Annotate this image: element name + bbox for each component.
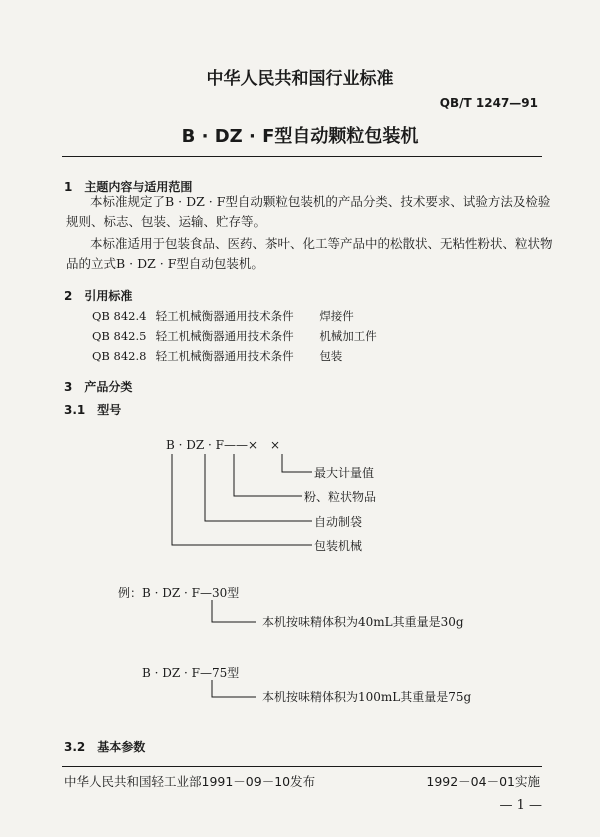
example-bracket-line [212, 600, 256, 622]
bracket-line [205, 454, 312, 521]
code-label-packaging-machine: 包装机械 [314, 539, 363, 553]
footer-rule [62, 766, 542, 767]
bracket-line [172, 454, 312, 545]
example-1-description: 本机按味精体积为40mL其重量是30g [262, 615, 464, 629]
bracket-line [234, 454, 302, 496]
page-number: — 1 — [499, 798, 542, 813]
effective-date: 1992－04－01实施 [426, 774, 540, 789]
standard-code: QB/T 1247—91 [439, 96, 538, 110]
standard-part: 焊接件 [319, 309, 354, 323]
standard-id: QB 842.5 [92, 329, 147, 343]
section-3-heading: 3 产品分类 [64, 380, 133, 394]
example-bracket-line [212, 680, 256, 697]
standard-part: 机械加工件 [319, 329, 377, 343]
section-2-heading: 2 引用标准 [64, 289, 133, 303]
example-2-code: B · DZ · F—75型 [142, 666, 240, 680]
section-1-paragraph-2: 本标准适用于包装食品、医药、茶叶、化工等产品中的松散状、无粘性粉状、粒状物品的立式B · DZ · F型自动包装机。 [66, 236, 553, 271]
standard-id: QB 842.8 [92, 349, 147, 363]
model-code: B · DZ · F——× × [166, 438, 281, 452]
code-label-max-measure: 最大计量值 [314, 466, 375, 480]
issuing-organization: 中华人民共和国行业标准 [206, 69, 394, 89]
example-1-code: 例：B · DZ · F—30型 [118, 586, 240, 600]
bracket-line [282, 454, 312, 472]
standard-name: 轻工机械衡器通用技术条件 [155, 329, 294, 343]
standard-id: QB 842.4 [92, 309, 147, 323]
section-1-paragraph-1: 本标准规定了B · DZ · F型自动颗粒包装机的产品分类、技术要求、试验方法及检验规则、标志、包装、运输、贮存等。 [66, 194, 551, 229]
issue-statement: 中华人民共和国轻工业部1991－09－10发布 [64, 774, 316, 789]
standard-part: 包装 [319, 349, 343, 363]
standard-name: 轻工机械衡器通用技术条件 [155, 349, 294, 363]
subsection-3-2-heading: 3.2 基本参数 [64, 740, 146, 754]
example-2-description: 本机按味精体积为100mL其重量是75g [262, 690, 472, 704]
standard-name: 轻工机械衡器通用技术条件 [155, 309, 294, 323]
code-label-powder-granule: 粉、粒状物品 [304, 490, 377, 504]
section-1-heading: 1 主题内容与适用范围 [64, 180, 193, 194]
code-label-auto-bag: 自动制袋 [314, 515, 363, 529]
subsection-3-1-heading: 3.1 型号 [64, 403, 122, 417]
page-title: B · DZ · F型自动颗粒包装机 [181, 126, 419, 147]
